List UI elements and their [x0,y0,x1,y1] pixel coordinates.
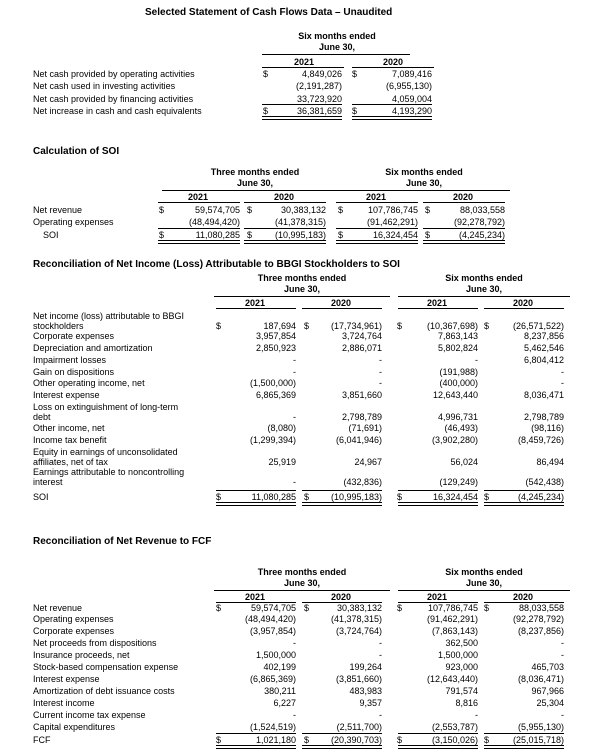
rule [162,190,348,191]
currency-symbol: $ [397,735,403,745]
rec-cell: 6,804,412 [523,355,564,365]
rule [336,202,418,203]
rec-cell: 25,919 [268,457,296,467]
soi-date-three: June 30, [236,178,274,188]
fcf-cell: (48,494,420) [244,614,296,624]
rec-cell: 86,494 [536,457,564,467]
rec-cell: (400,000) [439,378,478,388]
soi-year-header: 2021 [187,192,209,202]
rule [398,490,478,491]
rec-row-label: Gain on dispositions [33,367,115,377]
rec-cell: (71,691) [348,423,382,433]
rule [214,590,390,591]
soi-row-label: SOI [43,230,59,240]
fcf-cell: 483,983 [349,686,382,696]
rec-cell: (26,571,522) [512,321,564,331]
fcf-year-header: 2021 [244,592,266,602]
fcf-cell: 791,574 [445,686,478,696]
fcf-cell: (1,524,519) [249,722,296,732]
rec-cell: 3,724,764 [341,331,382,341]
rec-row-label: Other operating income, net [33,378,145,388]
currency-symbol: $ [484,735,490,745]
cf-value-2020: 4,059,004 [391,94,432,104]
currency-symbol: $ [352,69,358,79]
fcf-row-label: Amortization of debt issuance costs [33,686,175,696]
rec-cell: 187,694 [263,321,296,331]
fcf-cell: (91,462,291) [426,614,478,624]
fcf-cell: - [379,710,382,720]
rec-year-header: 2020 [330,298,352,308]
fcf-cell: - [561,638,564,648]
soi-period-three: Three months ended [210,167,300,177]
fcf-row-label: Insurance proceeds, net [33,650,130,660]
double-rule [216,745,296,749]
fcf-cell: 465,703 [531,662,564,672]
double-rule [398,745,478,749]
fcf-row-label: Net revenue [33,603,83,613]
fcf-date-six: June 30, [465,578,503,588]
fcf-cell: - [561,650,564,660]
fcf-row-label: Interest expense [33,674,100,684]
rule [398,296,570,297]
soi-cell: (41,378,315) [274,217,326,227]
double-rule [302,502,382,506]
rule [484,308,564,309]
rec-cell: 2,798,789 [523,412,564,422]
rec-cell: 3,957,854 [255,331,296,341]
rule [352,104,432,105]
rec-cell: 2,886,071 [341,343,382,353]
rule [302,490,382,491]
fcf-cell: (3,957,854) [249,626,296,636]
fcf-cell: (92,278,792) [512,614,564,624]
rule [214,296,390,297]
fcf-cell: (12,643,440) [426,674,478,684]
soi-cell: 107,786,745 [367,205,418,215]
rec-row-label: Impairment losses [33,355,107,365]
soi-cell: (91,462,291) [366,217,418,227]
rec-row-label-cont: debt [33,412,51,422]
double-rule [158,240,240,244]
rec-period-six: Six months ended [445,273,523,283]
fcf-cell: 1,500,000 [255,650,296,660]
fcf-row-label: Current income tax expense [33,710,146,720]
rec-cell: 24,967 [354,457,382,467]
soi-row-label: Operating expenses [33,217,114,227]
fcf-cell: 8,816 [455,698,478,708]
fcf-cell: 30,383,132 [336,603,382,613]
fcf-row-label: FCF [33,735,51,745]
cf-row-label: Net increase in cash and cash equivalents [33,106,202,116]
rec-row-label: Corporate expenses [33,331,115,341]
fcf-cell: 1,021,180 [255,735,296,745]
rec-row-label-cont: stockholders [33,321,84,331]
currency-symbol: $ [397,603,403,613]
soi-heading: Calculation of SOI [33,146,120,157]
fcf-row-label: Operating expenses [33,614,114,624]
rec-heading: Reconciliation of Net Income (Loss) Attributable to BBGI Stockholders to SOI [33,259,400,270]
fcf-cell: 6,227 [273,698,296,708]
cf-value-2020: 7,089,416 [391,69,432,79]
rec-cell: - [293,367,296,377]
rec-cell: (6,041,946) [335,435,382,445]
rec-cell: 7,863,143 [437,331,478,341]
fcf-year-header: 2020 [330,592,352,602]
rec-cell: 16,324,454 [432,492,478,502]
currency-symbol: $ [247,230,253,240]
fcf-cell: - [379,650,382,660]
soi-row-label: Net revenue [33,205,83,215]
rule [216,733,296,734]
rec-cell: 5,802,824 [437,343,478,353]
rec-row-label: Depreciation and amortization [33,343,153,353]
fcf-date-three: June 30, [283,578,321,588]
rule [216,308,296,309]
rule [338,190,510,191]
fcf-cell: (25,015,718) [512,735,564,745]
fcf-cell: 25,304 [536,698,564,708]
fcf-cell: (6,865,369) [249,674,296,684]
soi-date-six: June 30, [405,178,443,188]
rec-date-six: June 30, [465,284,503,294]
rec-row-label: SOI [33,492,49,502]
rec-cell: (542,438) [525,477,564,487]
double-rule [398,502,478,506]
fcf-row-label: Corporate expenses [33,626,115,636]
rec-cell: (3,902,280) [431,435,478,445]
fcf-row-label: Net proceeds from dispositions [33,638,157,648]
currency-symbol: $ [484,603,490,613]
fcf-row-label: Interest income [33,698,95,708]
cf-date-header: June 30, [318,42,356,52]
soi-year-header: 2020 [273,192,295,202]
rule [244,202,326,203]
rec-row-label: Earnings attributable to noncontrolling [33,467,185,477]
fcf-period-six: Six months ended [445,567,523,577]
rec-cell: - [475,355,478,365]
fcf-cell: 59,574,705 [250,603,296,613]
rule [398,308,478,309]
fcf-cell: - [561,710,564,720]
rec-year-header: 2021 [244,298,266,308]
rec-cell: - [561,378,564,388]
fcf-cell: 402,199 [263,662,296,672]
fcf-period-three: Three months ended [257,567,347,577]
rule [423,228,505,229]
fcf-cell: (3,851,660) [335,674,382,684]
double-rule [262,116,342,120]
rule [244,228,326,229]
rec-date-three: June 30, [283,284,321,294]
cf-row-label: Net cash provided by financing activities [33,94,194,104]
rec-cell: 2,798,789 [341,412,382,422]
statement-title: Selected Statement of Cash Flows Data – Unaudited [145,7,393,18]
currency-symbol: $ [304,735,310,745]
fcf-cell: 107,786,745 [427,603,478,613]
fcf-cell: (3,150,026) [431,735,478,745]
soi-year-header: 2020 [452,192,474,202]
rec-cell: 12,643,440 [432,390,478,400]
currency-symbol: $ [247,205,253,215]
fcf-cell: 380,211 [264,686,296,696]
rec-year-header: 2021 [426,298,448,308]
rule [158,202,240,203]
currency-symbol: $ [216,492,222,502]
fcf-cell: - [293,710,296,720]
rec-cell: - [293,412,296,422]
rec-cell: (8,459,726) [517,435,564,445]
double-rule [352,116,432,120]
rec-cell: - [379,378,382,388]
rec-cell: 8,237,856 [523,331,564,341]
fcf-cell: (8,237,856) [517,626,564,636]
rec-cell: 3,851,660 [341,390,382,400]
rec-cell: - [561,367,564,377]
rule [398,733,478,734]
fcf-year-header: 2021 [426,592,448,602]
cf-value-2021: 4,849,026 [301,69,342,79]
currency-symbol: $ [304,492,310,502]
currency-symbol: $ [159,230,165,240]
currency-symbol: $ [304,321,310,331]
double-rule [423,240,505,244]
currency-symbol: $ [484,492,490,502]
cf-year-2021: 2021 [293,57,315,67]
currency-symbol: $ [484,321,490,331]
rec-cell: - [293,477,296,487]
rec-row-label-cont: interest [33,477,63,487]
fcf-cell: (2,553,787) [431,722,478,732]
rec-cell: (191,988) [439,367,478,377]
fcf-year-header: 2020 [512,592,534,602]
cf-value-2020: 4,193,290 [391,106,432,116]
soi-period-six: Six months ended [385,167,463,177]
currency-symbol: $ [216,603,222,613]
rec-cell: (10,367,698) [426,321,478,331]
fcf-cell: 967,966 [531,686,564,696]
rec-cell: (8,080) [267,423,296,433]
fcf-cell: 9,357 [359,698,382,708]
fcf-cell: (8,036,471) [517,674,564,684]
soi-cell: (48,494,420) [188,217,240,227]
double-rule [336,240,418,244]
currency-symbol: $ [304,603,310,613]
fcf-heading: Reconciliation of Net Revenue to FCF [33,536,212,547]
rec-cell: (98,116) [531,423,564,433]
fcf-cell: 923,000 [445,662,478,672]
currency-symbol: $ [263,106,269,116]
rec-row-label: Equity in earnings of unconsolidated [33,447,178,457]
rec-cell: (1,299,394) [249,435,296,445]
fcf-cell: - [379,638,382,648]
rec-row-label: Loss on extinguishment of long-term [33,402,179,412]
soi-cell: (10,995,183) [274,230,326,240]
rule [216,490,296,491]
rec-cell: 4,996,731 [437,412,478,422]
currency-symbol: $ [352,106,358,116]
fcf-cell: - [475,710,478,720]
rec-period-three: Three months ended [257,273,347,283]
rec-cell: 11,080,285 [251,492,296,502]
rec-cell: (129,249) [439,477,478,487]
cf-year-2020: 2020 [382,57,404,67]
soi-cell: 59,574,705 [194,205,240,215]
fcf-cell: (5,955,130) [517,722,564,732]
soi-cell: 88,033,558 [459,205,505,215]
rec-cell: 6,865,369 [255,390,296,400]
fcf-cell: (41,378,315) [330,614,382,624]
fcf-cell: (20,390,703) [330,735,382,745]
fcf-cell: (3,724,764) [335,626,382,636]
fcf-cell: 1,500,000 [437,650,478,660]
double-rule [216,502,296,506]
fcf-cell: 88,033,558 [518,603,564,613]
rec-row-label: Other income, net [33,423,105,433]
currency-symbol: $ [159,205,165,215]
rec-row-label: Income tax benefit [33,435,107,445]
currency-symbol: $ [263,69,269,79]
rec-year-header: 2020 [512,298,534,308]
fcf-row-label: Stock-based compensation expense [33,662,179,672]
rule [484,490,564,491]
rec-row-label-cont: affiliates, net of tax [33,457,108,467]
rule [398,590,570,591]
fcf-cell: (2,511,700) [336,722,382,732]
soi-cell: 30,383,132 [280,205,326,215]
rule [302,308,382,309]
rec-cell: (10,995,183) [330,492,382,502]
fcf-cell: 199,264 [349,662,382,672]
fcf-row-label: Capital expenditures [33,722,116,732]
currency-symbol: $ [216,321,222,331]
cf-row-label: Net cash used in investing activities [33,81,176,91]
fcf-cell: (7,863,143) [431,626,478,636]
rec-cell: (17,734,961) [330,321,382,331]
rec-cell: 8,036,471 [523,390,564,400]
rec-row-label: Net income (loss) attributable to BBGI [33,311,185,321]
currency-symbol: $ [338,230,344,240]
rec-cell: - [379,355,382,365]
currency-symbol: $ [397,321,403,331]
currency-symbol: $ [216,735,222,745]
rule [302,733,382,734]
rec-cell: - [293,355,296,365]
rec-cell: 56,024 [450,457,478,467]
rec-row-label: Interest expense [33,390,100,400]
rule [158,228,240,229]
soi-cell: 16,324,454 [372,230,418,240]
rule [262,104,342,105]
cf-value-2021: (2,191,287) [295,81,342,91]
rec-cell: 5,462,546 [523,343,564,353]
rule [423,202,505,203]
fcf-cell: - [293,638,296,648]
rec-cell: (4,245,234) [517,492,564,502]
fcf-cell: 362,500 [445,638,478,648]
cf-value-2021: 36,381,659 [296,106,342,116]
rec-cell: (1,500,000) [249,378,296,388]
rec-cell: (46,493) [444,423,478,433]
double-rule [302,745,382,749]
currency-symbol: $ [397,492,403,502]
cf-value-2020: (6,955,130) [385,81,432,91]
double-rule [484,502,564,506]
soi-cell: (4,245,234) [458,230,505,240]
rule [336,228,418,229]
currency-symbol: $ [338,205,344,215]
currency-symbol: $ [425,205,431,215]
soi-year-header: 2021 [365,192,387,202]
rec-cell: (432,836) [343,477,382,487]
soi-cell: 11,080,285 [195,230,240,240]
double-rule [244,240,326,244]
rec-cell: - [379,367,382,377]
cf-value-2021: 33,723,920 [296,94,342,104]
soi-cell: (92,278,792) [453,217,505,227]
rule [484,733,564,734]
cf-row-label: Net cash provided by operating activities [33,69,195,79]
rec-cell: 2,850,923 [255,343,296,353]
double-rule [484,745,564,749]
cf-period-header: Six months ended [298,31,376,41]
currency-symbol: $ [425,230,431,240]
